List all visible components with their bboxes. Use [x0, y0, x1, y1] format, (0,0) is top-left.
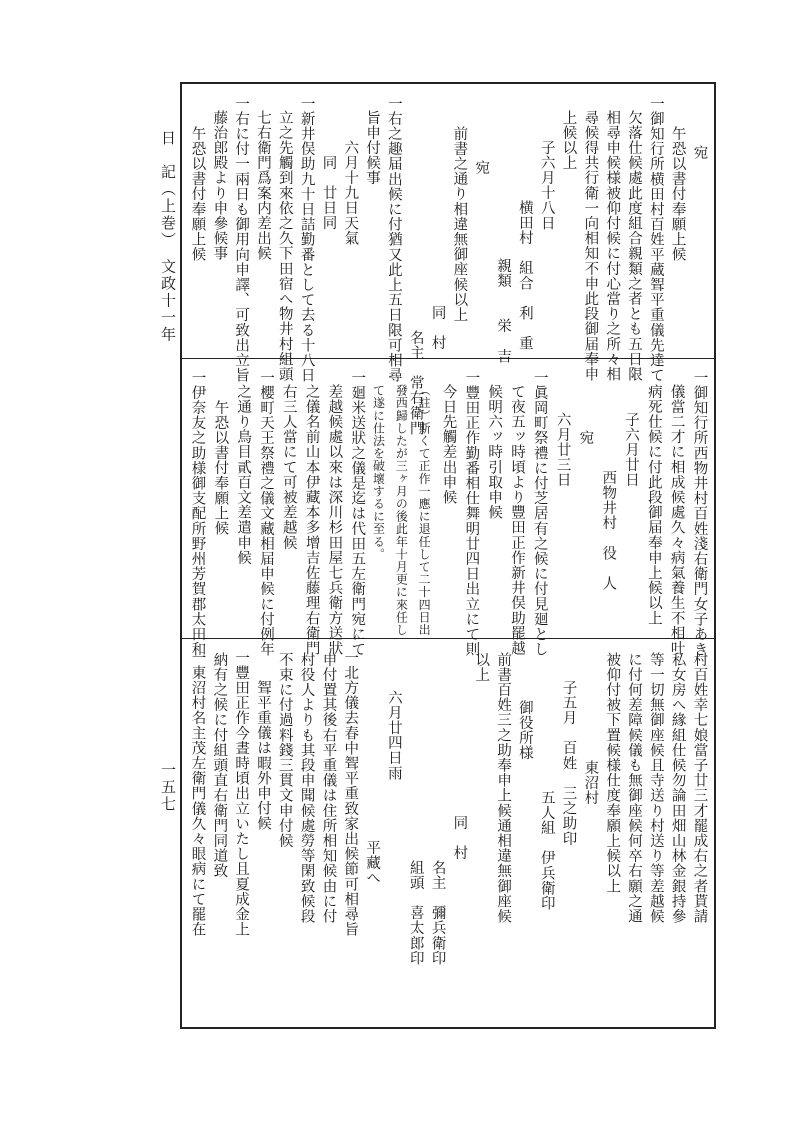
text-column: 前書之通り相違無御座候以上	[451, 126, 468, 323]
text-column: 一豐田正作今晝時頃出立いたし且夏成金上	[233, 650, 250, 937]
text-column: 親類 栄 吉	[495, 258, 512, 364]
text-column: 六月廿三日	[554, 412, 571, 488]
text-column: に付何差障候儀も無御座候何卒右願之通	[626, 652, 643, 924]
text-column: 六月十九日天氣	[342, 140, 359, 246]
text-column: 子六月廿日	[623, 412, 640, 488]
text-column: 一北方儀去春中聟平重致家出候節可相尋旨	[342, 650, 359, 937]
text-column: 欠落仕候處此度組合親類之者とも五日限	[626, 110, 643, 382]
text-column: 尋候得共行衛一向相知不申此段御届奉申	[582, 110, 599, 382]
text-column: 宛	[691, 145, 708, 161]
text-column: 今日先觸差出申候	[440, 384, 457, 505]
text-column: 一新井俣助九十日詰勤番として去る十八日	[298, 96, 315, 383]
text-column: 西物井村 役 人	[600, 470, 617, 591]
text-column: 藤治郎殿より申參候事	[211, 110, 228, 261]
text-column: 一御知行所横田村百姓平蔵聟平重儀先達て	[647, 96, 664, 383]
text-column: 發西歸したが三ヶ月の後此年十月更に來任し	[394, 384, 409, 636]
text-column: 一豐田正作勤番相仕舞明廿四日出立にて則	[463, 370, 480, 657]
text-column: 子五月 百姓 三之助印	[560, 680, 577, 847]
text-column: 宛	[577, 430, 594, 446]
text-column: 午恐以書付奉願上候	[212, 400, 229, 536]
text-column: 候明六ッ時引取申候	[486, 384, 503, 520]
text-column: 一右に付一兩日も御用向申譯、可致出立旨	[233, 96, 250, 383]
text-column: 儀當二才に相成候處久々病氣養生不相叶	[668, 384, 685, 656]
text-column: 一東沼村名主茂左衛門儀久々眼病にて罷在	[189, 650, 206, 937]
text-column: 聟平重儀は暇外申付候	[254, 680, 271, 831]
text-column: 六月廿四日雨	[385, 690, 402, 781]
text-column: 七右衛門爲案内差出候	[254, 110, 271, 261]
text-column: 横田村 組合 利 重	[516, 200, 533, 351]
text-column: 名主 常右衛門	[407, 330, 424, 436]
text-column: 以上	[473, 652, 490, 683]
text-column: 一伊奈友之助様御支配所野州芳賀郡太田和	[189, 370, 206, 657]
text-column: 上候以上	[560, 110, 577, 171]
text-column: 之通り鳥目貳百文差遣申候	[235, 384, 252, 566]
text-column: 病死仕候に付此段御届奉申上候以上	[645, 384, 662, 626]
text-column: 一右之趣届出候に付猶又此上五日限可相尋	[385, 96, 402, 383]
running-header: 日 記（上巻） 文政十一年	[159, 130, 177, 344]
text-column: 午恐以書付奉願上候	[189, 126, 206, 262]
text-column: て遂に仕法を破壞するに至る。	[371, 384, 386, 561]
text-column: 午恐以書付奉願上候	[669, 126, 686, 262]
text-column: 等一切無御座候且寺送り村送り等差越候	[647, 652, 664, 924]
text-column: 前書百姓三之助奉申上候通相違無御座候	[495, 652, 512, 924]
text-column: 名主 彌兵衛印	[429, 860, 446, 966]
text-column: 村役人よりも其段申聞候處勞等閑致候段	[298, 652, 315, 924]
text-column: 私女房へ緣組仕候勿論田畑山林金銀持參	[669, 652, 686, 924]
text-column: 御役所様	[516, 700, 533, 761]
text-column: 相尋申候様被仰付候に付心當り之所々相	[604, 110, 621, 382]
text-column: 五人組 伊兵衛印	[538, 790, 555, 911]
text-column: 村百姓幸七娘當子廿三才罷成右之者貰請	[691, 652, 708, 924]
text-column: 子六月十八日	[538, 140, 555, 231]
text-column: 同 村	[429, 305, 446, 351]
text-column: 同 村	[451, 815, 468, 861]
text-column: 平藏へ	[364, 840, 381, 886]
text-column: 旨申付候事	[364, 110, 381, 186]
page-number: 一五七	[159, 762, 177, 813]
text-column: 右三人當にて可被差越候	[280, 384, 297, 551]
text-column: 差越候處以來は深川杉田屋七兵衛方送狀	[326, 384, 343, 656]
text-column: 宛	[473, 160, 490, 176]
text-column: て夜五ッ時頃より豐田正作新井俣助罷越	[508, 384, 525, 656]
text-column: （註）斯くて正作一應に退任して二十四日出	[417, 384, 432, 636]
text-column: 一眞岡町祭禮に付芝居有之候に付見廻とし	[531, 370, 548, 657]
text-column: 納有之候に付組頭直右衛門同道致	[211, 652, 228, 879]
text-column: 一櫻町天王祭禮之儀文藏相届申候に付例年	[257, 370, 274, 657]
text-column: 不束に付過料錢三貫文申付候	[276, 652, 293, 849]
text-column: 組頭 喜太郎印	[407, 860, 424, 966]
text-column: 同 廿日同	[320, 155, 337, 231]
text-column: 東沼村	[582, 760, 599, 806]
text-column: 立之先觸到來依之久下田宿へ物井村組頭	[276, 110, 293, 382]
text-column: 一廻米送狀之儀是迄は代田五左衛門宛にて	[349, 370, 366, 657]
text-column: 被仰付被下置候様仕度奉願上候以上	[604, 652, 621, 894]
text-column: 申付置其後右平重儀は住所相知候由に付	[320, 652, 337, 924]
text-column: 一御知行所西物井村百姓淺右衛門女子あき	[691, 370, 708, 657]
text-column: 之儀名前山本伊藏本多增吉佐藤理右衛門	[303, 384, 320, 656]
